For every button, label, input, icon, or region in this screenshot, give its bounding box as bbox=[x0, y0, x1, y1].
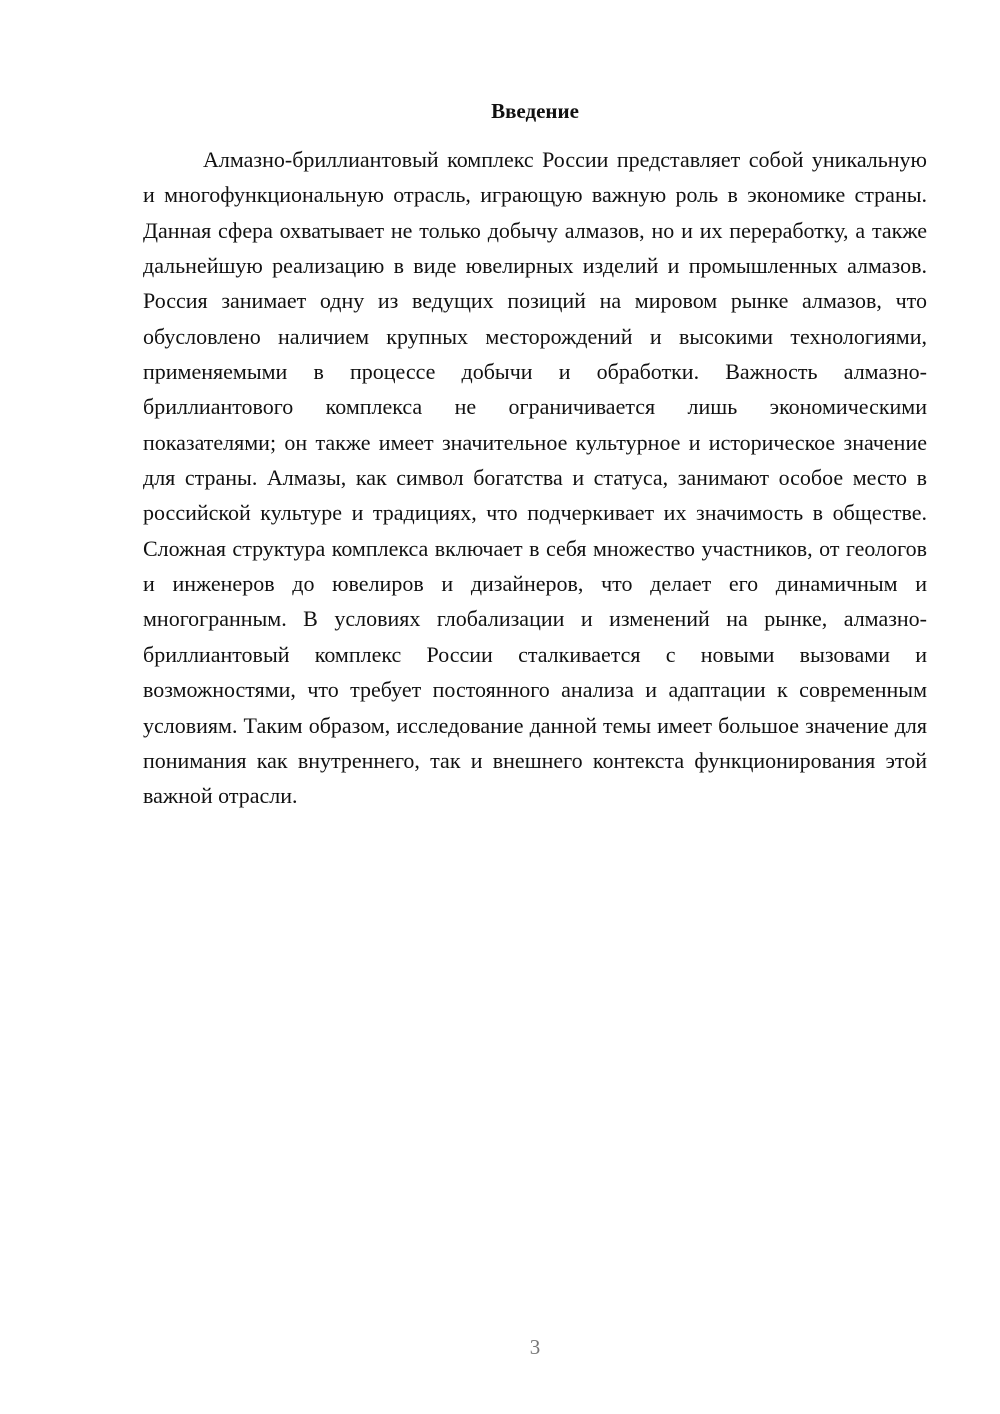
body-paragraph: Алмазно-бриллиантовый комплекс России представляет собой уникальную и многофункциональную отрасль, играющую важную роль в экономике страны. Данная сфера охватывает не только добычу алмазов, но и их переработку, а также дальнейшую реализацию в виде ювелирных изделий и промышленных алмазов. Россия занимает одну из ведущих позиций на мировом рынке алмазов, что обусловлено наличием крупных месторождений и высокими технологиями, применяемыми в процессе добычи и обработки. Важность алмазно-бриллиантового комплекса не ограничивается лишь экономическими показателями; он также имеет значительное культурное и историческое значение для страны. Алмазы, как символ богатства и статуса, занимают особое место в российской культуре и традициях, что подчеркивает их значимость в обществе. Сложная структура комплекса включает в себя множество участников, от геологов и инженеров до ювелиров и дизайнеров, что делает его динамичным и многогранным. В условиях глобализации и изменений на рынке, алмазно-бриллиантовый комплекс России сталкивается с новыми вызовами и возможностями, что требует постоянного анализа и адаптации к современным условиям. Таким образом, исследование данной темы имеет большое значение для понимания как внутреннего, так и внешнего контекста функционирования этой важной отрасли. bbox=[143, 147, 927, 809]
section-heading: Введение bbox=[491, 99, 579, 123]
page-number: 3 bbox=[529, 1335, 541, 1359]
